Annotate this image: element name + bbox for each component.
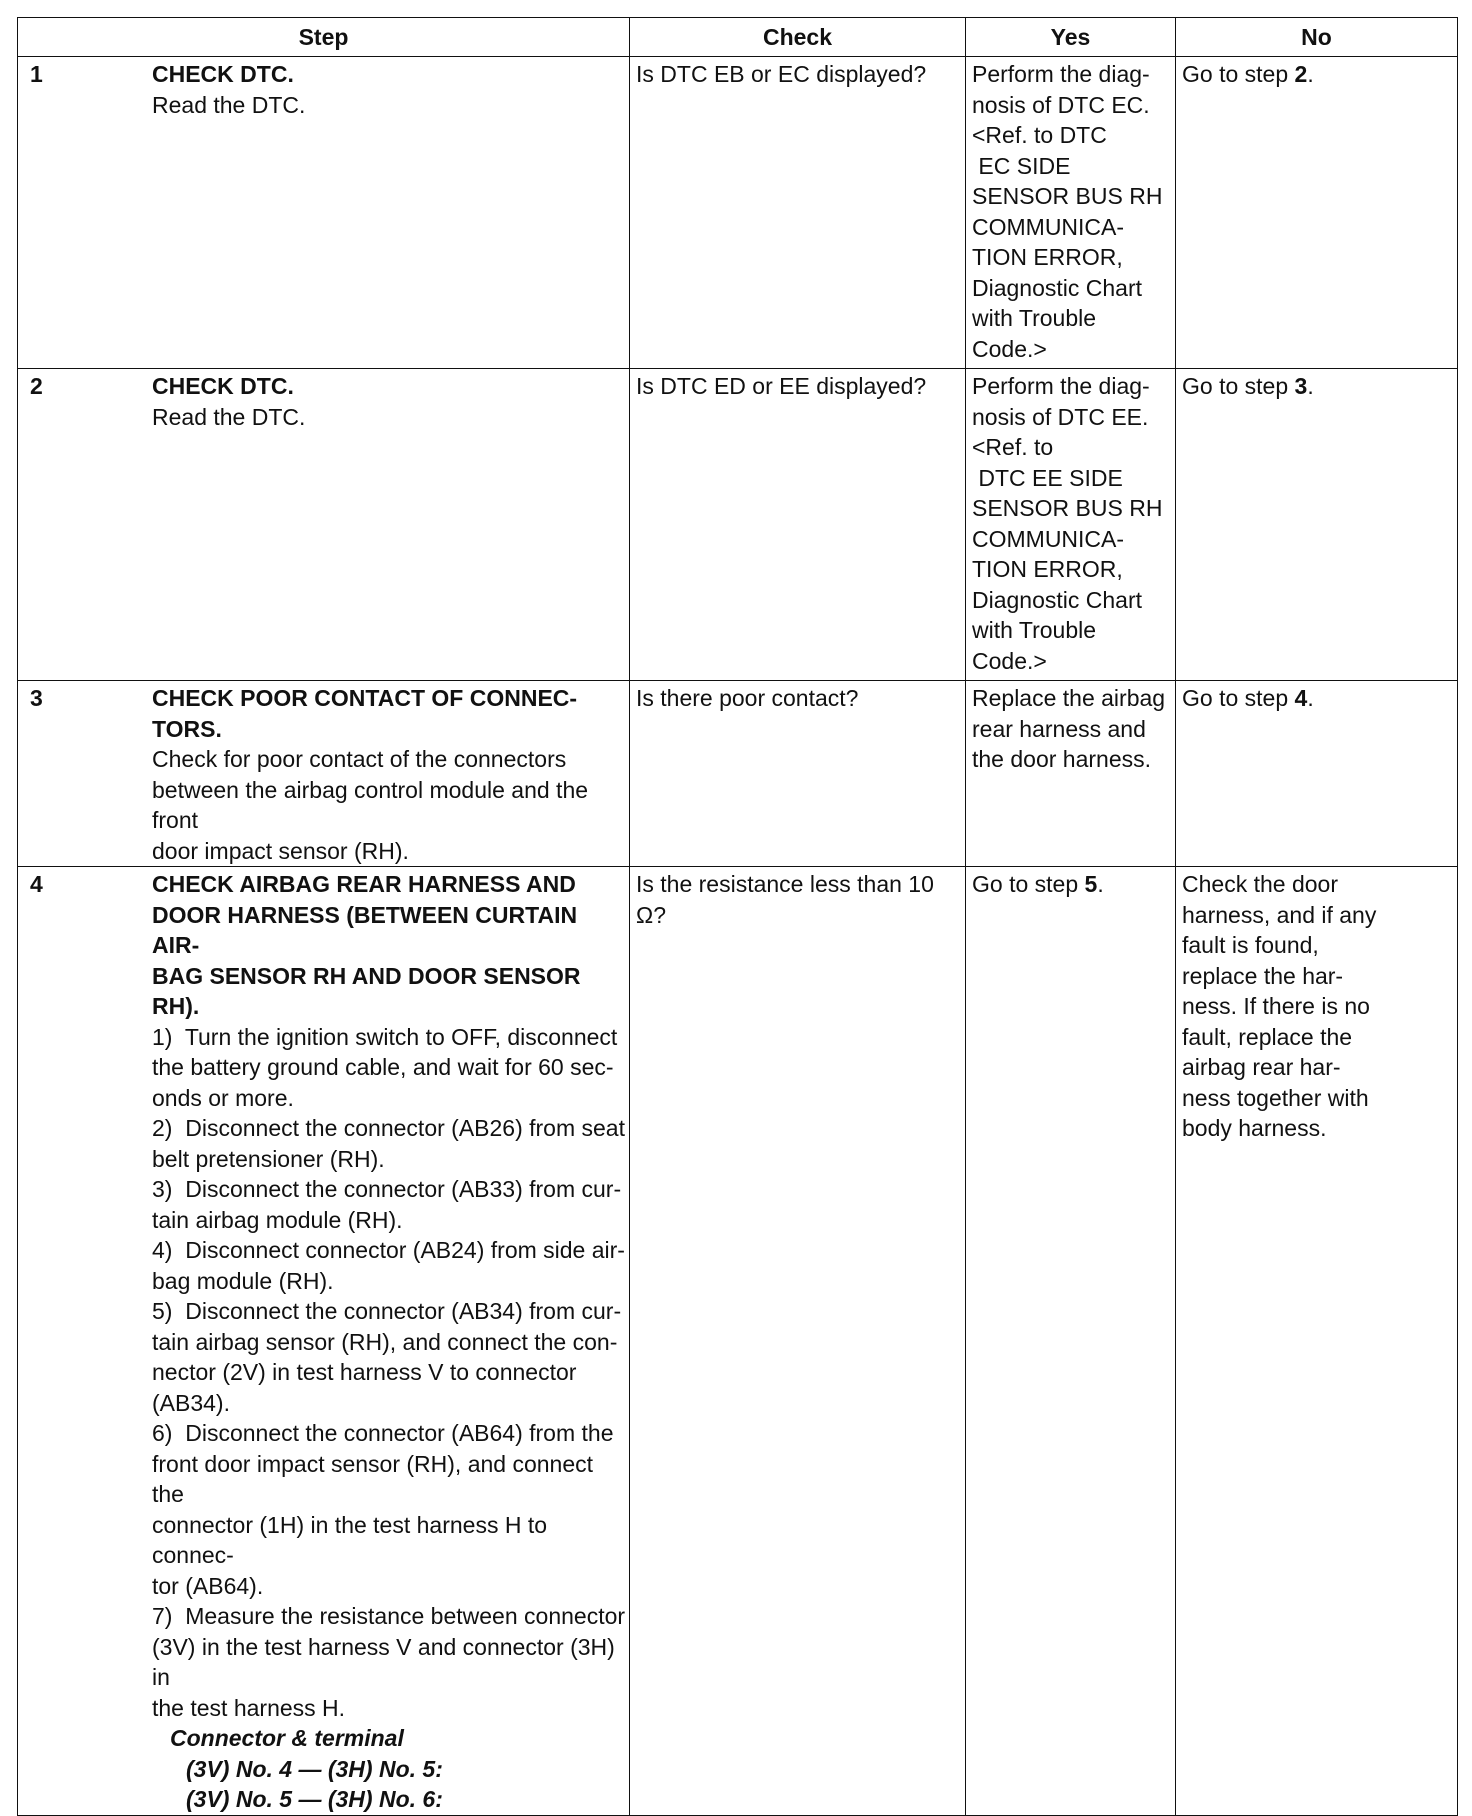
step-title <box>152 683 619 744</box>
no-text-line: fault is found, <box>1182 932 1319 958</box>
check-cell <box>630 867 966 1816</box>
no-text-line: Check the door <box>1182 871 1338 897</box>
step-text-line: 6) Disconnect the connector (AB64) from the <box>152 1420 614 1446</box>
step-cell <box>18 57 630 369</box>
yes-text-line: TION ERROR, <box>972 556 1123 582</box>
yes-text-line: Perform the diag- <box>972 61 1150 87</box>
no-text-line: airbag rear har- <box>1182 1054 1341 1080</box>
yes-text-line: Code.> <box>972 335 1047 362</box>
step-reference: 2 <box>1294 61 1308 87</box>
step-number: 3 <box>30 685 43 711</box>
no-text: Go to step <box>1182 685 1295 711</box>
step-title <box>152 59 619 90</box>
step-text-line: 5) Disconnect the connector (AB34) from cur- <box>152 1298 622 1324</box>
step-title-line: DOOR HARNESS (BETWEEN CURTAIN AIR- <box>152 901 578 958</box>
step-text-line: 3) Disconnect the connector (AB33) from cur- <box>152 1176 622 1202</box>
no-text-suffix: . <box>1307 61 1314 87</box>
yes-text-line: Code.> <box>972 647 1047 674</box>
step-cell <box>18 369 630 681</box>
yes-text-line: TION ERROR, <box>972 244 1123 270</box>
step-text-line: 7) Measure the resistance between connector <box>152 1603 626 1629</box>
step-text-line: tor (AB64). <box>152 1572 264 1599</box>
check-text-line: Is DTC ED or EE displayed? <box>636 373 927 399</box>
check-cell <box>630 681 966 867</box>
connector-terminal-item: (3V) No. 4 — (3H) No. 5: <box>186 1755 443 1782</box>
table-row <box>18 57 1458 369</box>
step-text-line: the test harness H. <box>152 1694 346 1721</box>
no-cell <box>1176 681 1458 867</box>
step-reference: 3 <box>1294 373 1308 399</box>
step-text-line: belt pretensioner (RH). <box>152 1145 385 1172</box>
yes-text-line: the door harness. <box>972 746 1152 772</box>
no-text-line: ness together with <box>1182 1084 1369 1111</box>
step-text-line: the battery ground cable, and wait for 60 sec- <box>152 1054 614 1080</box>
no-text-suffix: . <box>1307 685 1314 711</box>
step-title-line: CHECK AIRBAG REAR HARNESS AND <box>152 871 576 897</box>
yes-text-line: COMMUNICA- <box>972 525 1125 552</box>
check-text-line: Is there poor contact? <box>636 685 859 711</box>
step-text-line: door impact sensor (RH). <box>152 837 409 864</box>
yes-text-line: DTC EE SIDE <box>972 464 1123 491</box>
yes-text-line: rear harness and <box>972 715 1146 742</box>
yes-cell <box>966 57 1176 369</box>
no-cell <box>1176 57 1458 369</box>
step-text-line: Check for poor contact of the connectors <box>152 746 567 772</box>
yes-text-line: SENSOR BUS RH <box>972 183 1163 209</box>
table-row <box>18 867 1458 1816</box>
step-text-line: Read the DTC. <box>152 91 306 118</box>
step-number: 1 <box>30 61 43 87</box>
step-title-line: TORS. <box>152 715 222 742</box>
step-text-line: connector (1H) in the test harness H to connec- <box>152 1511 548 1568</box>
no-cell <box>1176 867 1458 1816</box>
step-number: 2 <box>30 373 43 399</box>
yes-text-line: Diagnostic Chart <box>972 274 1143 301</box>
check-text-line: Is the resistance less than 10 <box>636 871 934 897</box>
step-text-line: bag module (RH). <box>152 1267 334 1294</box>
step-title-line: CHECK DTC. <box>152 373 294 399</box>
diagnostic-table <box>17 17 1458 1816</box>
connector-terminal-item: (3V) No. 5 — (3H) No. 6: <box>186 1786 443 1812</box>
step-title <box>152 371 619 402</box>
yes-text-line: Replace the airbag <box>972 685 1166 711</box>
yes-text-line: EC SIDE <box>972 152 1071 179</box>
step-text-line: front door impact sensor (RH), and connect the <box>152 1450 594 1507</box>
step-title-line: BAG SENSOR RH AND DOOR SENSOR RH). <box>152 962 581 1019</box>
step-cell <box>18 681 630 867</box>
step-text-line: 1) Turn the ignition switch to OFF, disconnect <box>152 1023 618 1050</box>
yes-cell <box>966 867 1176 1816</box>
yes-text-suffix: . <box>1097 871 1104 897</box>
no-text-line: ness. If there is no <box>1182 993 1370 1019</box>
yes-text-line: with Trouble <box>972 617 1097 643</box>
no-text-line: body harness. <box>1182 1115 1327 1141</box>
no-cell <box>1176 369 1458 681</box>
header-step: Step <box>18 18 630 57</box>
yes-text-line: Diagnostic Chart <box>972 586 1143 613</box>
table-row <box>18 369 1458 681</box>
yes-text-line: COMMUNICA- <box>972 213 1125 240</box>
yes-text-line: <Ref. to DTC <box>972 122 1107 148</box>
step-text-line: tain airbag module (RH). <box>152 1206 403 1233</box>
no-text-line: replace the har- <box>1182 962 1344 989</box>
step-number: 4 <box>30 871 43 897</box>
step-title-line: CHECK POOR CONTACT OF CONNEC- <box>152 685 578 711</box>
table-row <box>18 681 1458 867</box>
step-text-line: (AB34). <box>152 1389 230 1416</box>
step-title <box>152 869 625 1022</box>
no-text-line: harness, and if any <box>1182 901 1377 928</box>
connector-terminal-title: Connector & terminal <box>170 1725 404 1751</box>
step-reference: 4 <box>1294 685 1308 711</box>
step-title-line: CHECK DTC. <box>152 61 294 87</box>
check-cell <box>630 369 966 681</box>
step-text-line: 2) Disconnect the connector (AB26) from seat <box>152 1115 625 1141</box>
step-cell <box>18 867 630 1816</box>
header-row <box>18 18 1458 57</box>
check-text-line: Is DTC EB or EC displayed? <box>636 61 927 87</box>
yes-text-line: SENSOR BUS RH <box>972 495 1163 521</box>
yes-text-line: with Trouble <box>972 305 1097 331</box>
no-text: Go to step <box>1182 61 1295 87</box>
no-text-suffix: . <box>1307 373 1314 399</box>
step-text-line: 4) Disconnect connector (AB24) from side air- <box>152 1237 625 1263</box>
header-yes: Yes <box>966 18 1176 57</box>
header-check: Check <box>630 18 966 57</box>
check-cell <box>630 57 966 369</box>
header-no: No <box>1176 18 1458 57</box>
step-text-line: Read the DTC. <box>152 403 306 430</box>
step-text-line: onds or more. <box>152 1084 294 1111</box>
check-text-line: Ω? <box>636 901 666 928</box>
yes-text-line: nosis of DTC EE. <box>972 403 1149 430</box>
step-text-line: tain airbag sensor (RH), and connect the con- <box>152 1328 618 1355</box>
step-text-line: between the airbag control module and the front <box>152 776 589 833</box>
no-text: Go to step <box>1182 373 1295 399</box>
yes-text-line: nosis of DTC EC. <box>972 91 1150 118</box>
yes-text-line: <Ref. to <box>972 434 1054 460</box>
no-text-line: fault, replace the <box>1182 1023 1353 1050</box>
yes-text-line: Perform the diag- <box>972 373 1150 399</box>
step-text-line: nector (2V) in test harness V to connector <box>152 1359 577 1385</box>
yes-cell <box>966 369 1176 681</box>
step-text-line: (3V) in the test harness V and connector (3H) in <box>152 1633 615 1690</box>
step-reference: 5 <box>1084 871 1098 897</box>
yes-text: Go to step <box>972 871 1085 897</box>
yes-cell <box>966 681 1176 867</box>
